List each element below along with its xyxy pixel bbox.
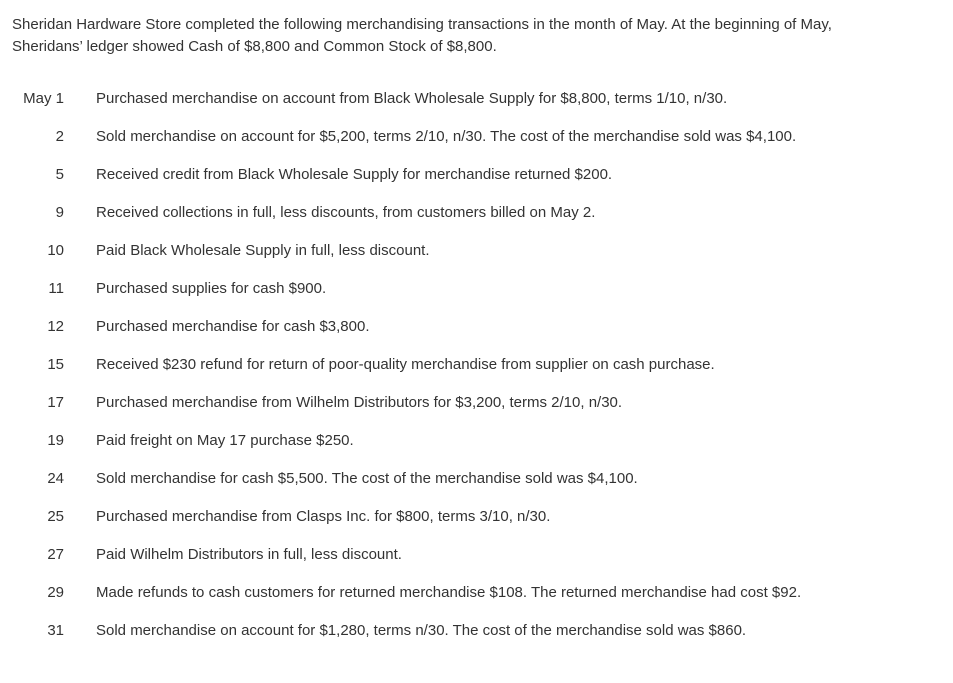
- transaction-date: 12: [47, 318, 64, 335]
- transaction-date: 17: [47, 394, 64, 411]
- transaction-date: 19: [47, 432, 64, 449]
- transaction-description: Purchased merchandise from Clasps Inc. for $800, terms 3/10, n/30.: [96, 508, 551, 525]
- transaction-row: [0, 392, 953, 430]
- transaction-date: 27: [47, 546, 64, 563]
- transaction-date: 11: [48, 280, 64, 297]
- transaction-date: 2: [55, 128, 64, 145]
- transaction-row: [0, 126, 953, 164]
- transaction-date: 9: [55, 204, 64, 221]
- transaction-description: Paid Black Wholesale Supply in full, less discount.: [96, 242, 430, 259]
- transaction-description: Paid Wilhelm Distributors in full, less discount.: [96, 546, 402, 563]
- transaction-description: Made refunds to cash customers for returned merchandise $108. The returned merchandise had cost $92.: [96, 584, 802, 601]
- transaction-description: Received credit from Black Wholesale Supply for merchandise returned $200.: [96, 166, 613, 183]
- transaction-date: 5: [55, 166, 64, 183]
- transaction-row: [0, 88, 953, 126]
- transaction-row: [0, 278, 953, 316]
- transaction-row: [0, 164, 953, 202]
- transaction-description: Purchased merchandise on account from Black Wholesale Supply for $8,800, terms 1/10, n/30.: [96, 90, 728, 107]
- transaction-description: Purchased supplies for cash $900.: [96, 280, 327, 297]
- transaction-description: Paid freight on May 17 purchase $250.: [96, 432, 354, 449]
- transaction-row: [0, 202, 953, 240]
- transaction-row: [0, 582, 953, 620]
- transaction-row: [0, 316, 953, 354]
- transaction-description: Purchased merchandise from Wilhelm Distributors for $3,200, terms 2/10, n/30.: [96, 394, 623, 411]
- transaction-row: [0, 506, 953, 544]
- transaction-date: May 1: [23, 90, 64, 107]
- transaction-description: Received collections in full, less discounts, from customers billed on May 2.: [96, 204, 596, 221]
- transaction-date: 31: [47, 622, 64, 639]
- transaction-description: Sold merchandise on account for $1,280, terms n/30. The cost of the merchandise sold was $860.: [96, 622, 747, 639]
- transaction-description: Received $230 refund for return of poor-quality merchandise from supplier on cash purchase.: [96, 356, 715, 373]
- transaction-description: Sold merchandise on account for $5,200, terms 2/10, n/30. The cost of the merchandise sold was $4,100.: [96, 128, 797, 145]
- transaction-date: 10: [47, 242, 64, 259]
- problem-intro: [12, 14, 932, 58]
- transaction-row: [0, 240, 953, 278]
- transaction-description: Purchased merchandise for cash $3,800.: [96, 318, 370, 335]
- transaction-list: [0, 88, 953, 658]
- transaction-row: [0, 354, 953, 392]
- transaction-row: [0, 468, 953, 506]
- transaction-date: 29: [47, 584, 64, 601]
- transaction-row: [0, 544, 953, 582]
- transaction-description: Sold merchandise for cash $5,500. The cost of the merchandise sold was $4,100.: [96, 470, 638, 487]
- transaction-date: 25: [47, 508, 64, 525]
- transaction-date: 15: [47, 356, 64, 373]
- transaction-row: [0, 430, 953, 468]
- intro-line-2: Sheridans’ ledger showed Cash of $8,800 and Common Stock of $8,800.: [12, 38, 497, 55]
- intro-line-1: Sheridan Hardware Store completed the following merchandising transactions in the month of May. At the beginning of May,: [12, 16, 832, 33]
- transaction-row: [0, 620, 953, 658]
- transaction-date: 24: [47, 470, 64, 487]
